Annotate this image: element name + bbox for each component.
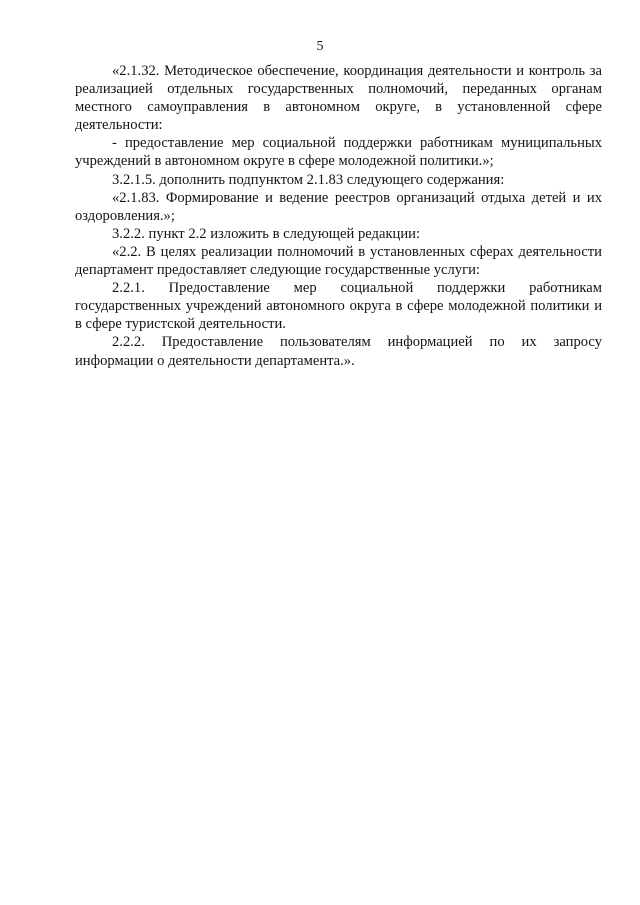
paragraph-3-2-2: 3.2.2. пункт 2.2 изложить в следующей редакции: — [112, 225, 421, 242]
paragraph-2-1-83: «2.1.83. Формирование и ведение реестров организаций отдыха детей и их оздоровления.»; — [75, 189, 602, 224]
paragraph-2-2-1: 2.2.1. Предоставление мер социальной поддержки работникам государственных учреждений автономного округа в сфере молодежной политики и в сфере туристской деятельности. — [75, 280, 602, 333]
paragraph-2-1-32: «2.1.32. Методическое обеспечение, координация деятельности и контроль за реализацией отдельных государственных полномочий, переданных органам местного самоуправления в автономном округе, в установленной сфере деятельности: — [75, 63, 602, 134]
paragraph-2-2-2: 2.2.2. Предоставление пользователям информацией по их запросу информации о деятельности департамента.». — [75, 334, 602, 369]
page-number: 5 — [316, 39, 324, 54]
document-body — [75, 62, 602, 370]
paragraph-2-2: «2.2. В целях реализации полномочий в установленных сферах деятельности департамент предоставляет следующие государственные услуги: — [75, 243, 602, 279]
paragraph-3-2-1-5: 3.2.1.5. дополнить подпунктом 2.1.83 следующего содержания: — [112, 171, 505, 188]
paragraph-social-support-municipal: - предоставление мер социальной поддержки работникам муниципальных учреждений в автономном округе в сфере молодежной политики.»; — [75, 135, 602, 170]
